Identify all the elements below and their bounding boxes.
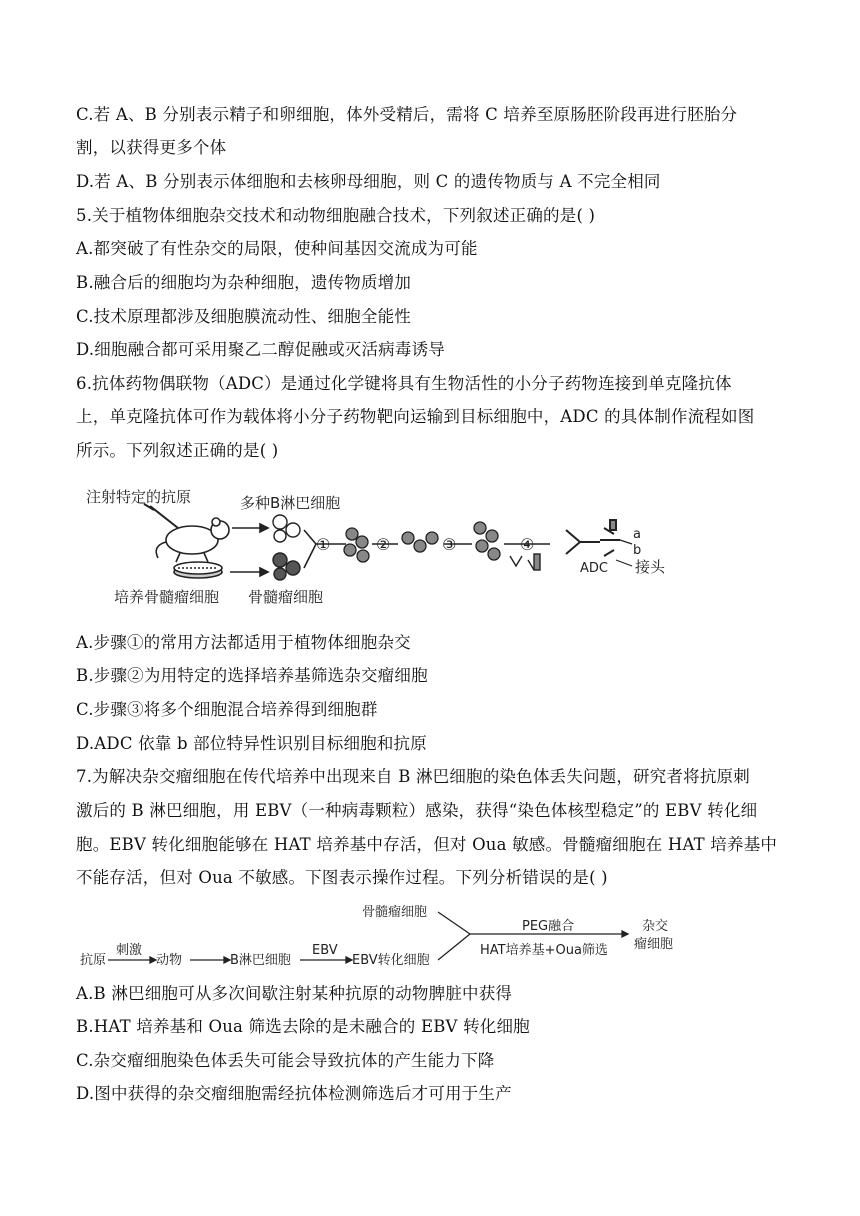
flow-ebv: EBV <box>312 943 338 958</box>
q6-stem-line1: 6.抗体药物偶联物（ADC）是通过化学键将具有生物活性的小分子药物连接到单克隆抗体 <box>76 374 732 393</box>
q6-adc-figure <box>80 476 680 616</box>
flow-ebvcell: EBV转化细胞 <box>352 953 430 968</box>
fig-label-b: b <box>633 543 642 558</box>
q6-option-d: D.ADC 依靠 b 部位特异性识别目标细胞和抗原 <box>76 734 427 753</box>
q7-stem-line4: 不能存活，但对 Oua 不敏感。下图表示操作过程。下列分析错误的是( ) <box>76 868 608 887</box>
fig-label-myeloma: 骨髓瘤细胞 <box>248 588 324 606</box>
fig-label-adc: ADC <box>580 561 608 576</box>
fused-cells-icon <box>344 528 369 562</box>
flow-antigen: 抗原 <box>80 953 107 968</box>
q5-option-b: B.融合后的细胞均为杂种细胞，遗传物质增加 <box>76 273 412 292</box>
q5-option-a: A.都突破了有性杂交的局限，使种间基因交流成为可能 <box>76 239 478 258</box>
flow-hybrid-1: 杂交 <box>642 919 669 934</box>
step-3-label: ③ <box>442 535 457 554</box>
q4-option-d: D.若 A、B 分别表示体细胞和去核卵母细胞，则 C 的遗传物质与 A 不完全相同 <box>76 172 661 191</box>
mouse-icon <box>156 518 229 562</box>
q6-option-c: C.步骤③将多个细胞混合培养得到细胞群 <box>76 700 378 719</box>
flow-hybrid-2: 瘤细胞 <box>634 937 674 952</box>
q7-option-c: C.杂交瘤细胞染色体丢失可能会导致抗体的产生能力下降 <box>76 1051 495 1070</box>
step-2-label: ② <box>376 535 391 554</box>
bcell-group-icon <box>273 515 300 542</box>
flow-hat: HAT培养基+Oua筛选 <box>480 943 608 958</box>
fig-label-a: a <box>633 527 641 542</box>
q7-stem-line2: 激后的 B 淋巴细胞，用 EBV（一种病毒颗粒）感染，获得“染色体核型稳定”的 EBV 转化细 <box>76 801 758 820</box>
q6-option-a: A.步骤①的常用方法都适用于植物体细胞杂交 <box>76 633 411 652</box>
flow-peg: PEG融合 <box>522 919 575 934</box>
q7-stem-line3: 胞。EBV 转化细胞能够在 HAT 培养基中存活，但对 Oua 敏感。骨髓瘤细胞在 HAT 培养基中 <box>76 835 778 854</box>
flow-stimulate: 刺激 <box>116 943 143 958</box>
q7-option-b: B.HAT 培养基和 Oua 筛选去除的是未融合的 EBV 转化细胞 <box>76 1017 530 1036</box>
q5-stem: 5.关于植物体细胞杂交技术和动物细胞融合技术，下列叙述正确的是( ) <box>76 206 596 225</box>
q7-flow-figure <box>76 898 696 978</box>
flow-bcell: B淋巴细胞 <box>230 953 291 968</box>
syringe-icon <box>144 504 178 528</box>
fig-label-culture: 培养骨髓瘤细胞 <box>114 588 220 606</box>
q4-option-c-line2: 割，以获得更多个体 <box>76 138 227 157</box>
q6-option-b: B.步骤②为用特定的选择培养基筛选杂交瘤细胞 <box>76 666 428 685</box>
petri-dish-icon <box>174 562 222 578</box>
q4-option-c-line1: C.若 A、B 分别表示精子和卵细胞，体外受精后，需将 C 培养至原肠胚阶段再进行胚胎分 <box>76 105 738 124</box>
q5-option-c: C.技术原理都涉及细胞膜流动性、细胞全能性 <box>76 307 411 326</box>
fig-label-inject: 注射特定的抗原 <box>86 488 192 506</box>
cell-colony-icon <box>474 522 500 560</box>
fig-label-bcells: 多种B淋巴细胞 <box>240 494 341 512</box>
q7-option-d: D.图中获得的杂交瘤细胞需经抗体检测筛选后才可用于生产 <box>76 1084 512 1103</box>
flow-animal: 动物 <box>156 953 183 968</box>
step-1-label: ① <box>316 535 331 554</box>
myeloma-group-icon <box>273 553 300 580</box>
step-4-label: ④ <box>520 535 535 554</box>
q7-stem-line1: 7.为解决杂交瘤细胞在传代培养中出现来自 B 淋巴细胞的染色体丢失问题，研究者将抗原刺 <box>76 767 750 786</box>
q6-stem-line2: 上，单克隆抗体可作为载体将小分子药物靶向运输到目标细胞中，ADC 的具体制作流程如图 <box>76 407 755 426</box>
fig-label-linker: 接头 <box>635 558 666 576</box>
q7-option-a: A.B 淋巴细胞可从多次间歇注射某种抗原的动物脾脏中获得 <box>76 984 513 1003</box>
antibody-drug-icons <box>510 554 540 570</box>
selected-cells-icon <box>402 532 438 552</box>
flow-myeloma: 骨髓瘤细胞 <box>362 905 428 920</box>
q5-option-d: D.细胞融合都可采用聚乙二醇促融或灭活病毒诱导 <box>76 340 445 359</box>
q6-stem-line3: 所示。下列叙述正确的是( ) <box>76 441 279 460</box>
adc-structure-icon <box>566 520 620 556</box>
